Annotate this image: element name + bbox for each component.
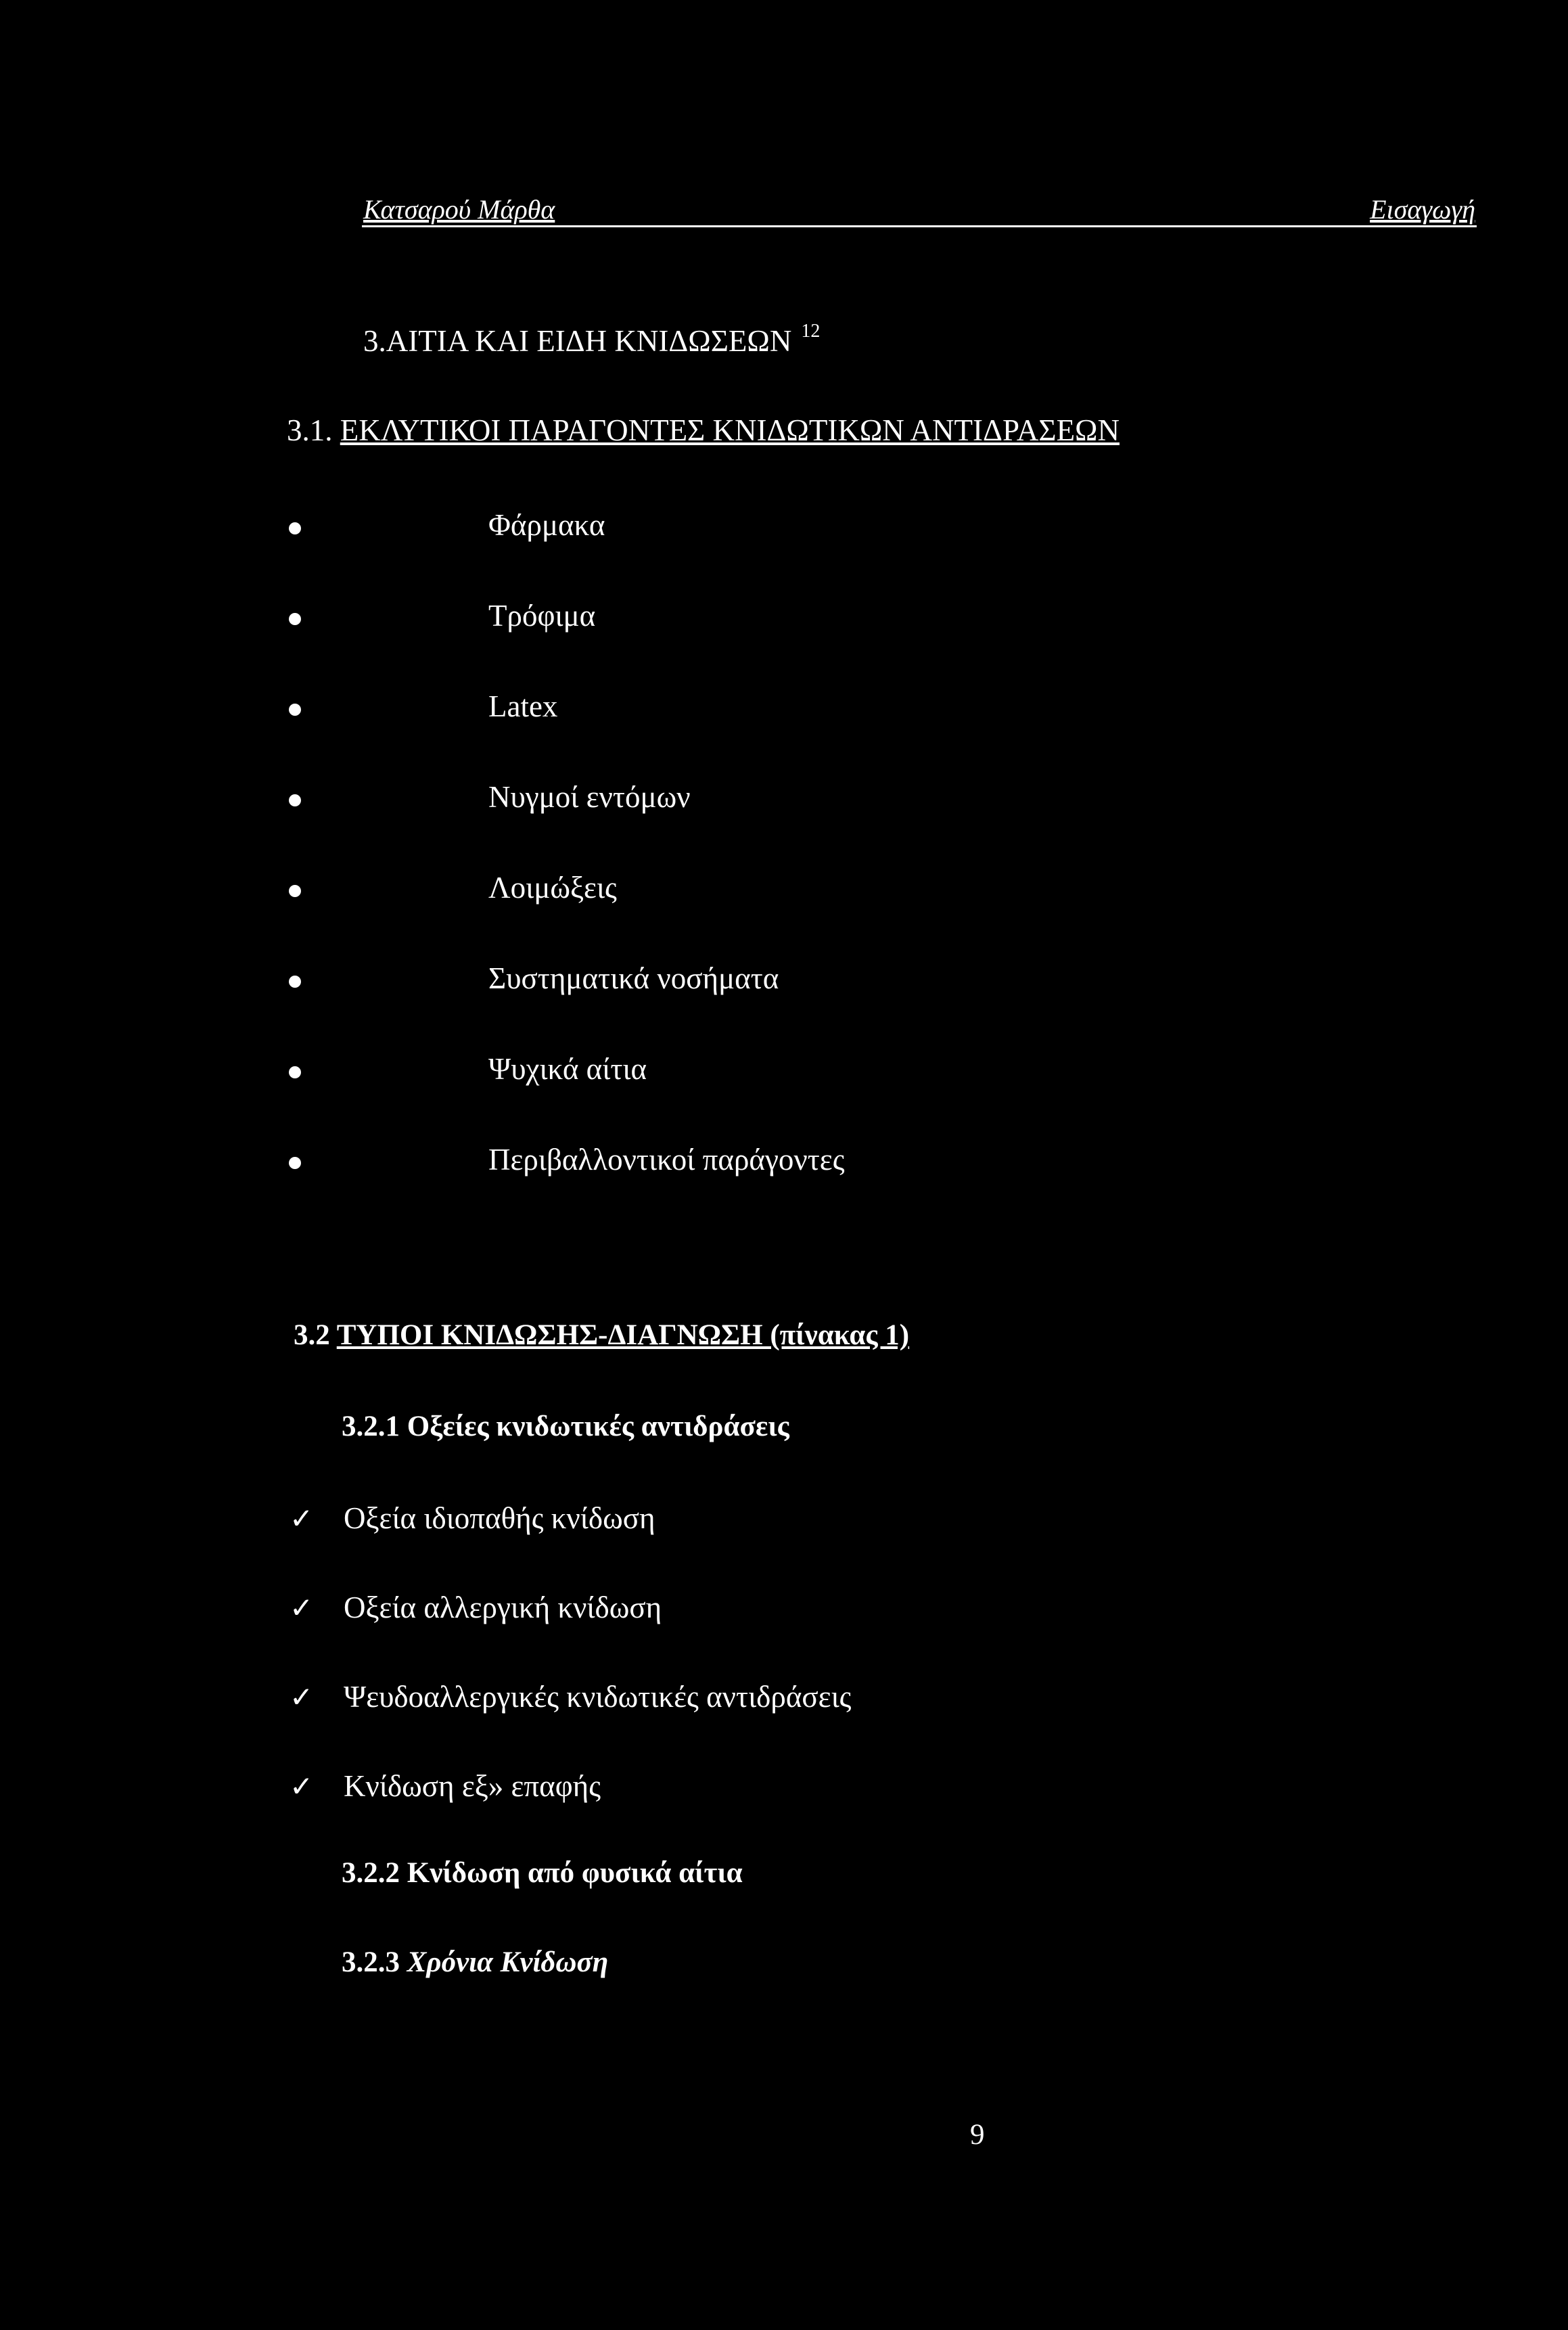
chapter-reference: 12 <box>801 321 821 342</box>
section-3-1-title: ΕΚΛΥΤΙΚΟΙ ΠΑΡΑΓΟΝΤΕΣ ΚΝΙΔΩΤΙΚΩΝ ΑΝΤΙΔΡΑΣΕΩΝ <box>340 413 1120 447</box>
checkmark-icon: ✓ <box>290 1502 314 1535</box>
list-item: Τρόφιμα <box>488 599 596 633</box>
header-rule <box>362 225 1477 227</box>
subsection-3-2-3-title: Χρόνια Κνίδωση <box>407 1946 609 1978</box>
list-item: Περιβαλλοντικοί παράγοντες <box>488 1143 845 1177</box>
section-3-1-heading <box>287 413 1120 448</box>
running-header-section: Εισαγωγή <box>1370 194 1475 225</box>
checkmark-icon: ✓ <box>290 1770 314 1803</box>
bullet-dot-icon <box>289 522 301 534</box>
section-3-2-number: 3.2 <box>294 1319 330 1351</box>
checklist-item: Οξεία ιδιοπαθής κνίδωση <box>344 1501 655 1535</box>
running-header-author: Κατσαρού Μάρθα <box>363 194 555 225</box>
bullet-dot-icon <box>289 1066 301 1078</box>
checklist-item: Οξεία αλλεργική κνίδωση <box>344 1591 662 1624</box>
list-item: Latex <box>488 689 558 723</box>
subsection-3-2-1-number: 3.2.1 <box>342 1411 400 1442</box>
bullet-dot-icon <box>289 613 301 625</box>
bullet-dot-icon <box>289 704 301 716</box>
list-item: Συστηματικά νοσήματα <box>488 961 779 995</box>
section-3-1-number: 3.1. <box>287 413 333 447</box>
section-3-2-heading <box>294 1319 909 1352</box>
list-item: Λοιμώξεις <box>488 871 617 905</box>
checklist-item: Κνίδωση εξ» επαφής <box>344 1769 601 1803</box>
subsection-3-2-3-number: 3.2.3 <box>342 1946 400 1978</box>
subsection-3-2-2-title: Κνίδωση από φυσικά αίτια <box>407 1857 743 1889</box>
chapter-title-text: 3.ΑΙΤΙΑ ΚΑΙ ΕΙΔΗ ΚΝΙΔΩΣΕΩΝ <box>363 324 792 358</box>
bullet-dot-icon <box>289 885 301 897</box>
list-item: Νυγμοί εντόμων <box>488 780 691 814</box>
subsection-3-2-1-title: Οξείες κνιδωτικές αντιδράσεις <box>407 1411 789 1442</box>
list-item: Φάρμακα <box>488 508 605 542</box>
chapter-title <box>363 323 820 359</box>
bullet-dot-icon <box>289 1157 301 1169</box>
subsection-3-2-2-heading <box>342 1856 743 1890</box>
section-3-2-title: ΤΥΠΟΙ ΚΝΙΔΩΣΗΣ-ΔΙΑΓΝΩΣΗ (πίνακας 1) <box>336 1319 910 1351</box>
bullet-dot-icon <box>289 794 301 806</box>
page-number: 9 <box>970 2119 985 2151</box>
subsection-3-2-2-number: 3.2.2 <box>342 1857 400 1889</box>
checklist-item: Ψευδοαλλεργικές κνιδωτικές αντιδράσεις <box>344 1680 852 1714</box>
checkmark-icon: ✓ <box>290 1681 314 1714</box>
checkmark-icon: ✓ <box>290 1591 314 1624</box>
subsection-3-2-1-heading <box>342 1410 789 1443</box>
list-item: Ψυχικά αίτια <box>488 1052 647 1086</box>
subsection-3-2-3-heading <box>342 1946 608 1979</box>
bullet-dot-icon <box>289 976 301 988</box>
